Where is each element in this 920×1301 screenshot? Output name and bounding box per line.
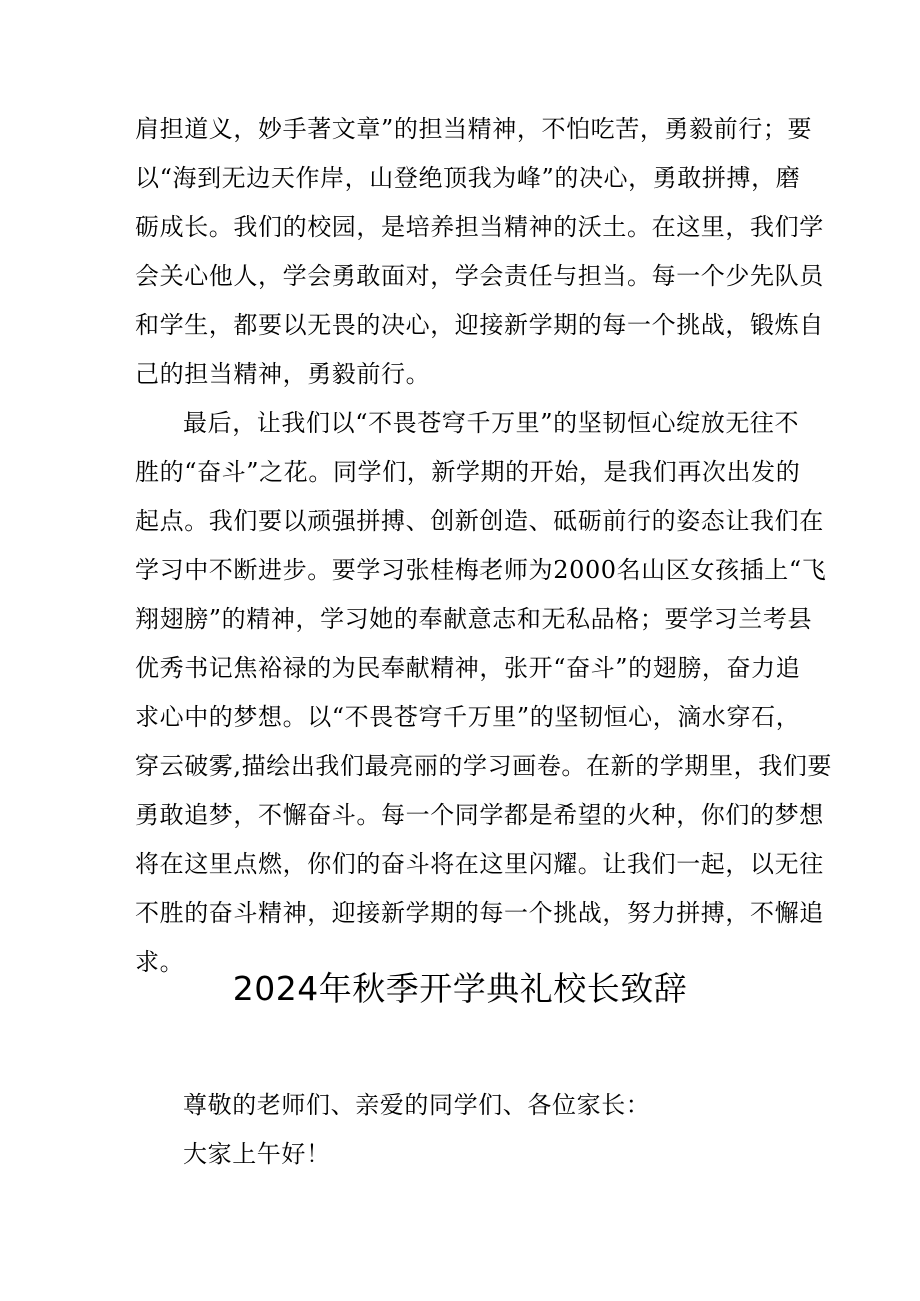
paragraph-line: 不胜的奋斗精神，迎接新学期的每一个挑战，努力拼搏，不懈追 xyxy=(135,899,824,927)
paragraph-line: 学习中不断进步。要学习张桂梅老师为2000名山区女孩插上“飞 xyxy=(135,556,827,584)
salutation: 尊敬的老师们、亲爱的同学们、各位家长： xyxy=(183,1091,651,1119)
paragraph-line: 翔翅膀”的精神，学习她的奉献意志和无私品格；要学习兰考县 xyxy=(135,605,813,633)
paragraph-line: 最后，让我们以“不畏苍穹千万里”的坚韧恒心绽放无往不 xyxy=(183,409,800,437)
paragraph-line: 起点。我们要以顽强拼搏、创新创造、砥砺前行的姿态让我们在 xyxy=(135,507,824,535)
paragraph-line: 求心中的梦想。以“不畏苍穹千万里”的坚韧恒心，滴水穿石， xyxy=(135,703,801,731)
paragraph-line: 勇敢追梦，不懈奋斗。每一个同学都是希望的火种，你们的梦想 xyxy=(135,801,824,829)
paragraph-line: 以“海到无边天作岸，山登绝顶我为峰”的决心，勇敢拼搏，磨 xyxy=(135,164,801,192)
paragraph-line: 胜的“奋斗”之花。同学们，新学期的开始，是我们再次出发的 xyxy=(135,458,801,486)
paragraph-line: 将在这里点燃，你们的奋斗将在这里闪耀。让我们一起，以无往 xyxy=(135,850,824,878)
paragraph-line: 求。 xyxy=(135,948,185,976)
paragraph-line: 会关心他人，学会勇敢面对，学会责任与担当。每一个少先队员 xyxy=(135,262,824,290)
paragraph-line: 己的担当精神，勇毅前行。 xyxy=(135,360,431,388)
paragraph-line: 肩担道义，妙手著文章”的担当精神，不怕吃苦，勇毅前行；要 xyxy=(135,115,813,143)
section-title: 2024年秋季开学典礼校长致辞 xyxy=(232,969,688,1008)
greeting: 大家上午好！ xyxy=(183,1140,331,1168)
paragraph-line: 和学生，都要以无畏的决心，迎接新学期的每一个挑战，锻炼自 xyxy=(135,311,824,339)
paragraph-line: 穿云破雾,描绘出我们最亮丽的学习画卷。在新的学期里，我们要 xyxy=(135,752,833,780)
paragraph-line: 优秀书记焦裕禄的为民奉献精神，张开“奋斗”的翅膀，奋力追 xyxy=(135,654,801,682)
paragraph-line: 砺成长。我们的校园，是培养担当精神的沃土。在这里，我们学 xyxy=(135,213,824,241)
